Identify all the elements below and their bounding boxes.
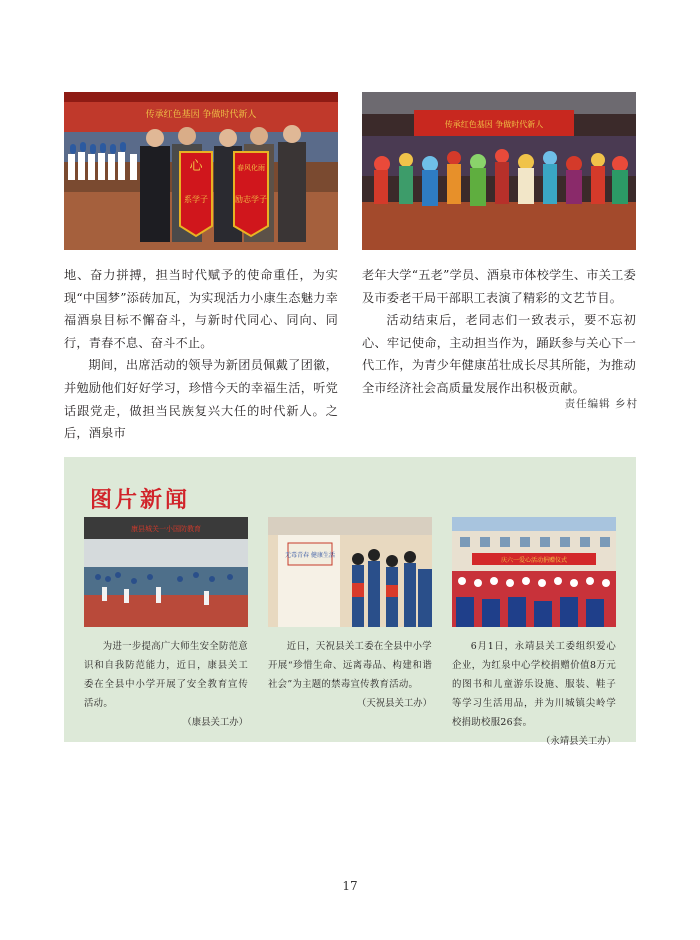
news-photo-antidrug-display (268, 517, 432, 627)
article-paragraph: 期间，出席活动的领导为新团员佩戴了团徽，并勉励他们好好学习，珍惜今天的幸福生活，听党话跟党走，做担当民族复兴大任的时代新人。之后，酒泉市 (64, 358, 338, 441)
article-paragraph: 老年大学“五老”学员、酒泉市体校学生、市关工委及市委老干局干部职工表演了精彩的文艺节目。 (362, 268, 636, 305)
pennant-1-line1: 心 (189, 159, 203, 174)
news-caption: 6月1日，永靖县关工委组织爱心企业，为红泉中心学校捐赠价值8万元的图书和儿童游乐设施、服装、鞋子等学习生活用品，并为川城镇尖岭学校捐助校服26套。 (452, 641, 616, 728)
photo-news-title: 图片新闻 (90, 488, 191, 513)
news-caption: 近日，天祝县关工委在全县中小学开展“珍惜生命、远离毒品、构建和谐社会”为主题的禁毒宣传教育活动。 (268, 641, 432, 690)
thumb-banner-text: 康县城关一小国防教育 (131, 525, 201, 533)
news-item-kangxian (84, 517, 248, 732)
photo-left-banner: 传承红色基因 争做时代新人 (145, 110, 257, 120)
photo-pennant-ceremony (64, 92, 338, 250)
news-caption: 为进一步提高广大师生安全防范意识和自我防范能力，近日，康县关工委在全县中小学开展了安全教育宣传活动。 (84, 641, 248, 709)
thumb-banner-text: 庆六一爱心活动捐赠仪式 (500, 557, 568, 564)
article-left-column (64, 264, 338, 445)
editor-credit: 责任编辑 乡村 (564, 398, 638, 410)
photo-right-banner: 传承红色基因 争做时代新人 (444, 120, 544, 129)
article-paragraph: 活动结束后，老同志们一致表示，要不忘初心、牢记使命，主动担当作为，踊跃参与关心下一代工作，为青少年健康茁壮成长尽其所能，为推动全市经济社会高质量发展作出积极贡献。 (362, 313, 636, 395)
news-source: （天祝县关工办） (356, 698, 432, 709)
photo-news-panel (64, 457, 636, 747)
photo-stage-performance (362, 92, 636, 250)
news-photo-safety-drill (84, 517, 248, 627)
news-photo-donation-ceremony (452, 517, 616, 627)
article-paragraph: 地、奋力拼搏，担当时代赋予的使命重任，为实现“中国梦”添砖加瓦，为实现活力小康生态魅力幸福酒泉目标不懈奋斗，与新时代同心、同向、同行，青春不息、奋斗不止。 (64, 268, 338, 350)
article-right-column (362, 264, 636, 400)
pennant-2-line2: 励志学子 (235, 195, 267, 204)
pennant-2-line1: 春风化雨 (237, 164, 265, 172)
news-item-tianzhu (268, 517, 432, 713)
news-source: （康县关工办） (182, 717, 248, 728)
pennant-1-line2: 系学子 (184, 195, 208, 204)
news-item-yongjing (452, 517, 616, 751)
news-source: （永靖县关工办） (540, 736, 616, 747)
page-number: 17 (342, 879, 358, 893)
thumb-banner-text: 无毒青春 健康生活 (285, 552, 335, 559)
